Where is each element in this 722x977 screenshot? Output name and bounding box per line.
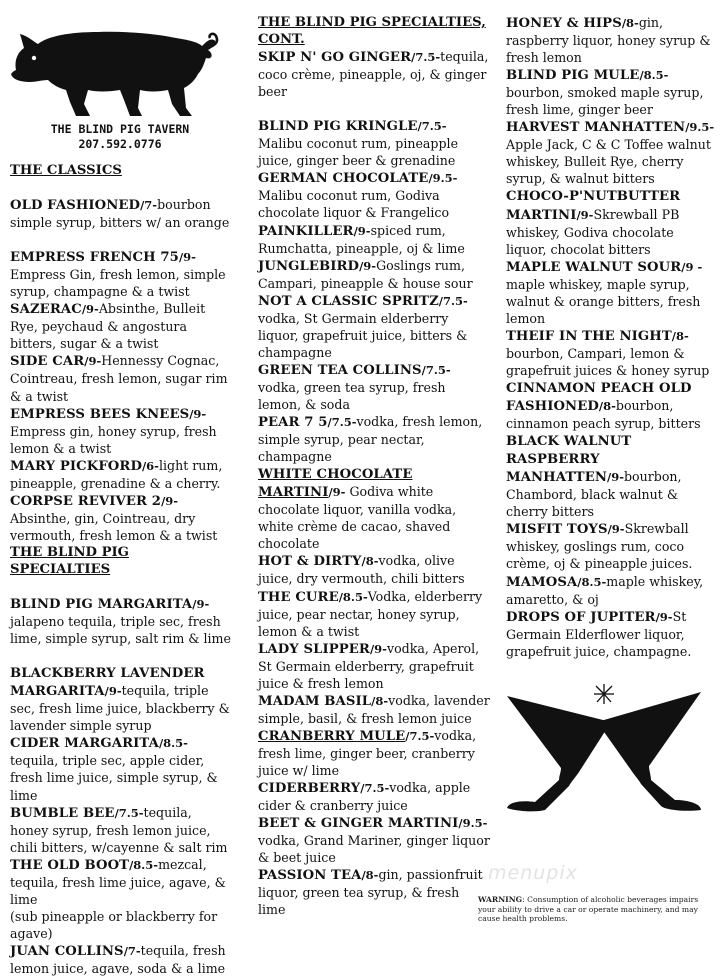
menu-item-name: PAINKILLER [258, 223, 354, 239]
menu-item-name: MISFIT TOYS [506, 522, 608, 538]
menu-item-price: /9- [328, 485, 346, 500]
menu-item-name: SAZERAC [10, 302, 82, 318]
menu-item-name: BLACK WALNUT RASPBERRY MANHATTEN [506, 434, 632, 486]
menu-item-description: jalapeno tequila, triple sec, fresh lime, simple syrup, salt rim & lime [10, 614, 231, 647]
menu-item [506, 187, 716, 257]
menu-item-name: MAMOSA [506, 574, 578, 590]
menu-item-description: tequila, honey syrup, fresh lemon juice, chili bitters, w/cayenne & salt rim [10, 804, 228, 855]
menu-item [10, 856, 232, 908]
menu-item-price: /6- [141, 458, 159, 473]
menu-item-price: /9- [81, 302, 99, 317]
menu-item-description: Godiva white chocolate liquor, vanilla vodka, white crème de cacao, shaved chocolate [258, 484, 457, 552]
menu-item-description: Skrewball whiskey, goslings rum, coco crème, oj & pineapple juices. [506, 521, 693, 572]
menu-item-description: mezcal, tequila, fresh lime juice, agave, & lime [10, 856, 226, 907]
menu-column-3 [506, 14, 716, 660]
menu-item-description: Goslings rum, Campari, pineapple & house sour [258, 257, 473, 291]
menu-item-price: /9- [359, 258, 377, 273]
menu-item-description: bourbon, smoked maple syrup, fresh lime, ginger beer [506, 85, 704, 118]
menu-item-price: /9- [189, 406, 207, 421]
menu-item-description: vodka, fresh lime, ginger beer, cranberry juice w/ lime [258, 727, 477, 778]
menu-item [506, 258, 716, 327]
menu-item-price: /8.5- [577, 574, 607, 589]
menu-item-name: WHITE CHOCOLATE MARTINI [258, 467, 413, 501]
menu-item [10, 664, 232, 734]
menu-item-price: /9- [161, 493, 179, 508]
menu-item [258, 552, 490, 587]
menu-item-description: Apple Jack, C & C Toffee walnut whiskey, Bulleit Rye, cherry syrup, & walnut bitters [506, 137, 711, 187]
menu-item [10, 734, 232, 803]
menu-item-price: /7- [140, 198, 158, 213]
menu-item-description: vodka, St Germain elderberry liquor, grapefruit juice, bitters & champagne [258, 310, 468, 360]
menu-item [506, 14, 716, 66]
menu-column-2 [258, 14, 490, 918]
menu-item [258, 117, 490, 169]
menu-item [506, 608, 716, 660]
menu-item [506, 327, 716, 379]
menu-item [258, 814, 490, 866]
menu-item-price: /9- [192, 597, 210, 612]
menu-item-name: MADAM BASIL [258, 693, 372, 709]
menu-item-name: CIDER MARGARITA [10, 736, 159, 752]
menu-item-name: EMPRESS FRENCH 75 [10, 250, 179, 266]
menu-item-name: CIDERBERRY [258, 781, 361, 797]
menu-item [258, 413, 490, 465]
menu-item-description: bourbon, Chambord, black walnut & cherry bitters [506, 469, 682, 520]
menu-item-description: Vodka, elderberry juice, pear nectar, honey syrup, lemon & a twist [258, 588, 483, 639]
menu-item-price: /9- [607, 470, 624, 485]
menu-item-description: Absinthe, Bulleit Rye, peychaud & angostura bitters, sugar & a twist [10, 301, 206, 352]
menu-item-price: /7.5- [327, 415, 357, 430]
menu-item-description: St Germain Elderflower liquor, grapefruit juice, champagne. [506, 608, 692, 659]
menu-item-description: bourbon simple syrup, bitters w/ an orange [10, 197, 230, 231]
section-heading: THE CLASSICS [10, 163, 122, 178]
menu-item-name: PEAR 7 5 [258, 415, 328, 431]
menu-column-1 [10, 162, 232, 977]
menu-item-description: Malibu coconut rum, pineapple juice, ginger beer & grenadine [258, 136, 459, 169]
menu-item [10, 942, 232, 977]
menu-item-name: CORPSE REVIVER 2 [10, 493, 162, 509]
menu-item-price: /7- [123, 943, 141, 958]
menu-item-name: GREEN TEA COLLINS [258, 362, 422, 378]
menu-item [258, 361, 490, 413]
menu-item-description: gin, passionfruit liquor, green tea syrup, & fresh lime [258, 867, 483, 918]
menu-item-price: /8- [671, 328, 689, 343]
tavern-name: THE BLIND PIG TAVERN [50, 122, 190, 136]
menu-item [506, 379, 716, 432]
menu-item-price: /8- [598, 399, 616, 414]
menu-item [258, 465, 490, 552]
menu-item-price: /9.5- [428, 171, 458, 186]
menu-item-price: /8- [371, 693, 389, 708]
menu-item [258, 640, 490, 692]
menu-item [10, 352, 232, 404]
menu-item-name: GERMAN CHOCOLATE [258, 171, 429, 187]
warning-label: WARNING [478, 895, 523, 904]
menu-item-name: HONEY & HIPS [506, 16, 622, 31]
alcohol-warning [478, 895, 714, 924]
menu-item-name: BLACKBERRY LAVENDER MARGARITA [10, 666, 205, 700]
menu-item-description: bourbon, cinnamon peach syrup, bitters [506, 398, 701, 432]
menu-item-description: maple whiskey, maple syrup, walnut & orange bitters, fresh lemon [506, 276, 701, 326]
clinking-martini-glasses-icon [505, 682, 703, 824]
menu-item-name: HARVEST MANHATTEN [506, 120, 686, 136]
menu-item-description: light rum, pineapple, grenadine & a cherry. [10, 457, 223, 491]
menu-item-description: tequila, coco crème, pineapple, oj, & ginger beer [258, 49, 489, 100]
menu-item-name: THE CURE [258, 589, 339, 605]
menu-item [10, 405, 232, 457]
menu-item-name: BLIND PIG MARGARITA [10, 597, 193, 613]
menu-item-name: DROPS OF JUPITER [506, 609, 656, 625]
menu-item-description: Empress gin, honey syrup, fresh lemon & a twist [10, 423, 217, 456]
pig-logo-icon [8, 12, 222, 124]
menu-item-price: /8- [361, 868, 379, 883]
menu-item-price: /9- [607, 522, 625, 537]
menu-item-price: /7.5- [360, 781, 390, 796]
menu-item [258, 292, 490, 361]
menu-item-description: tequila, fresh lemon juice, agave, soda & a lime [10, 942, 226, 976]
tavern-phone: 207.592.0776 [78, 137, 162, 151]
menu-item-description: tequila, triple sec, fresh lime juice, blackberry & lavender simple syrup [10, 683, 230, 734]
menu-item-name: LADY SLIPPER [258, 641, 370, 657]
menu-item-name: JUAN COLLINS [10, 943, 124, 959]
menu-item-description: tequila, triple sec, apple cider, fresh lime juice, simple syrup, & lime [10, 753, 218, 803]
menu-item-name: BLIND PIG MULE [506, 68, 640, 84]
menu-item-name: BUMBLE BEE [10, 805, 115, 821]
section-heading: THE BLIND PIG SPECIALTIES [10, 544, 129, 577]
menu-item [10, 196, 232, 231]
menu-item-name: EMPRESS BEES KNEES [10, 406, 190, 422]
menu-item-price: /9.5- [685, 120, 715, 135]
menu-item-name: NOT A CLASSIC SPRITZ [258, 293, 439, 309]
menu-item-price: /8.5- [158, 736, 188, 751]
menu-item-price: /9- [104, 684, 122, 699]
menu-item-price: /8- [361, 554, 379, 569]
menu-item [258, 48, 490, 100]
menu-item-name: SIDE CAR [10, 354, 85, 370]
menu-item-description: vodka, green tea syrup, fresh lemon, & soda [258, 379, 446, 412]
menu-item-name: THE OLD BOOT [10, 857, 130, 873]
menu-item [10, 492, 232, 544]
menu-item-description: vodka, olive juice, dry vermouth, chili bitters [258, 553, 465, 587]
menu-item-price: /7.5- [114, 805, 144, 820]
menu-item-price: /9 - [681, 259, 703, 274]
menu-item [258, 779, 490, 814]
menu-item-price: /9- [576, 207, 594, 222]
menu-item-description: Hennessy Cognac, Cointreau, fresh lemon, sugar rim & a twist [10, 353, 228, 404]
menu-item [10, 595, 232, 647]
menu-item-price: /7.5- [438, 293, 468, 308]
menu-item [506, 432, 716, 520]
menu-item [258, 222, 490, 257]
menu-item-name: SKIP N' GO GINGER [258, 50, 412, 66]
menu-item-price: /8.5- [639, 68, 669, 83]
menu-item-description: maple whiskey, amaretto, & oj [506, 573, 704, 607]
menu-item-name: CHOCO-P'NUTBUTTER MARTINI [506, 189, 681, 223]
menu-item-description: Skrewball PB whiskey, Godiva chocolate liquor, chocolat bitters [506, 206, 680, 257]
menu-item-description: Empress Gin, fresh lemon, simple syrup, champagne & a twist [10, 267, 226, 300]
menu-item-price: /9- [178, 250, 196, 265]
menu-item [10, 300, 232, 352]
menu-item-price: /7.5- [405, 728, 435, 743]
menu-item-description: vodka, apple cider & cranberry juice [258, 780, 471, 814]
menu-item-price: /9- [369, 641, 387, 656]
menu-item-name: OLD FASHIONED [10, 198, 141, 214]
menu-item-name: BEET & GINGER MARTINI [258, 816, 459, 832]
menu-item [258, 257, 490, 292]
menu-item-description: Malibu coconut rum, Godiva chocolate liquor & Frangelico [258, 188, 450, 221]
menu-item-name: MARY PICKFORD [10, 458, 142, 474]
menu-item-name: PASSION TEA [258, 868, 362, 884]
menu-item-price: /9- [353, 223, 371, 238]
menu-item-name: BLIND PIG KRINGLE [258, 119, 418, 135]
menu-item-price: /8.5- [338, 589, 368, 604]
menu-item-price: /7.5- [421, 362, 451, 377]
menu-item-price: /9- [655, 609, 673, 624]
menu-item-price: /7.5- [417, 119, 447, 134]
menu-item [506, 66, 716, 118]
menu-item-name: MAPLE WALNUT SOUR [506, 259, 682, 275]
menu-item-description: spiced rum, Rumchatta, pineapple, oj & lime [258, 222, 465, 256]
menu-item [506, 118, 716, 187]
menu-item [10, 248, 232, 300]
menu-item [506, 573, 716, 608]
menu-item-price: /7.5- [411, 50, 441, 65]
menu-item [506, 520, 716, 572]
menu-item-description: vodka, Aperol, St Germain elderberry, grapefruit juice & fresh lemon [258, 640, 480, 691]
section-heading: THE BLIND PIG SPECIALTIES, CONT. [258, 15, 486, 48]
menu-item [258, 169, 490, 221]
menu-item [258, 866, 490, 918]
menu-item-name: CINNAMON PEACH OLD FASHIONED [506, 380, 692, 415]
menu-item-price: /9- [84, 354, 102, 369]
menu-item-price: /8- [621, 16, 639, 30]
menu-item-price: /8.5- [129, 857, 159, 872]
menu-item-description: vodka, Grand Mariner, ginger liquor & beet juice [258, 833, 490, 866]
warning-text: : Consumption of alcoholic beverages impairs your ability to drive a car or operate machinery, and may cause health problems. [478, 895, 699, 923]
menu-item [258, 727, 490, 779]
menu-item-name: THEIF IN THE NIGHT [506, 328, 672, 344]
menu-item-description: vodka, lavender simple, basil, & fresh lemon juice [258, 692, 490, 726]
menu-item-description: gin, raspberry liquor, honey syrup & fresh lemon [506, 15, 711, 66]
menu-item-description: Absinthe, gin, Cointreau, dry vermouth, fresh lemon & a twist [10, 510, 218, 543]
menu-item-description: bourbon, Campari, lemon & grapefruit juices & honey syrup [506, 345, 710, 378]
menu-item [258, 692, 490, 727]
menu-item-name: CRANBERRY MULE [258, 728, 406, 744]
menu-item [10, 804, 232, 856]
menu-item [10, 457, 232, 492]
menu-item-price: /9.5- [458, 816, 488, 831]
watermark: menupix [488, 862, 578, 884]
menu-item [258, 588, 490, 640]
menu-item-description: vodka, fresh lemon, simple syrup, pear nectar, champagne [258, 414, 483, 465]
menu-note: (sub pineapple or blackberry for agave) [10, 908, 218, 941]
menu-item-name: HOT & DIRTY [258, 554, 362, 570]
menu-item-name: JUNGLEBIRD [258, 258, 360, 274]
